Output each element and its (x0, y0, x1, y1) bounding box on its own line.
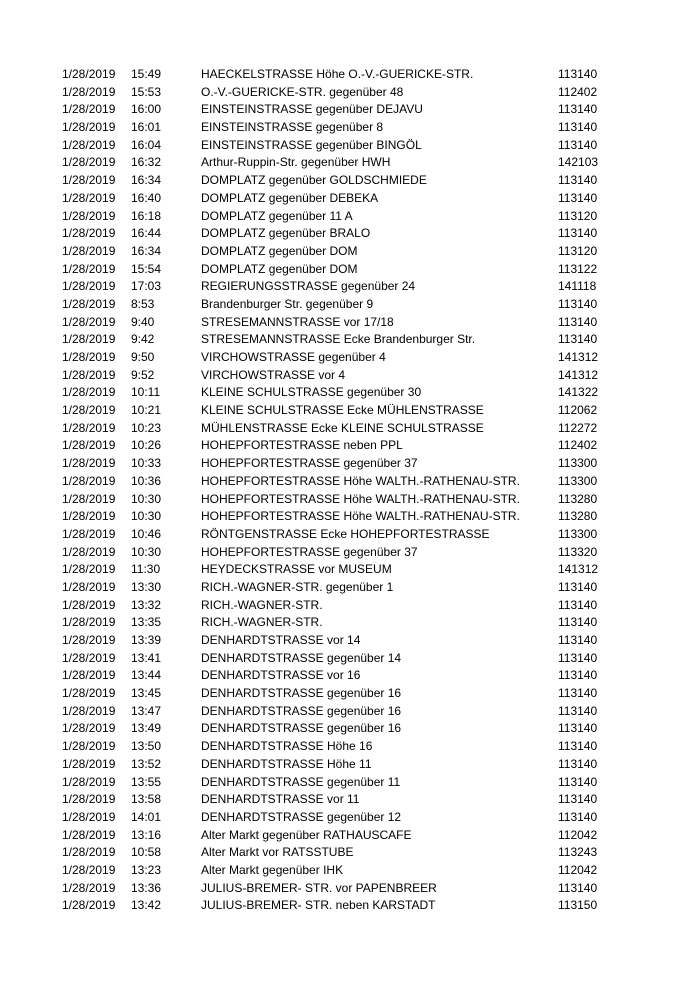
location-cell: VIRCHOWSTRASSE gegenüber 4 (201, 350, 386, 364)
date-cell: 1/28/2019 (62, 756, 116, 771)
location-cell: O.-V.-GUERICKE-STR. gegenüber 48 (201, 84, 404, 99)
table-row (0, 154, 700, 172)
table-row (0, 119, 700, 137)
table-row (0, 367, 700, 385)
date-cell: 1/28/2019 (62, 792, 116, 807)
table-row (0, 420, 700, 438)
date-cell: 1/28/2019 (62, 880, 116, 895)
code-cell: 113140 (558, 721, 598, 736)
table-row (0, 66, 700, 84)
location-cell: DENHARDTSTRASSE Höhe 16 (201, 739, 373, 754)
date-cell: 1/28/2019 (62, 226, 116, 241)
table-row (0, 261, 700, 279)
table-row (0, 809, 700, 827)
time-cell: 10:11 (131, 385, 161, 400)
time-cell: 13:55 (131, 774, 162, 789)
table-row (0, 597, 700, 615)
date-cell: 1/28/2019 (62, 686, 116, 701)
time-cell: 15:54 (131, 261, 162, 276)
date-cell: 1/28/2019 (62, 367, 116, 382)
date-cell: 1/28/2019 (62, 173, 116, 188)
location-cell: DOMPLATZ gegenüber BRALO (201, 226, 371, 241)
table-row (0, 491, 700, 509)
location-cell: DOMPLATZ gegenüber DOM (201, 243, 358, 258)
time-cell: 17:03 (131, 279, 162, 294)
date-cell: 1/28/2019 (62, 862, 116, 877)
code-cell: 112062 (558, 403, 598, 418)
date-cell: 1/28/2019 (62, 332, 116, 347)
time-cell: 13:39 (131, 633, 162, 647)
location-cell: HOHEPFORTESTRASSE neben PPL (201, 438, 403, 453)
table-row (0, 738, 700, 756)
table-row (0, 632, 700, 650)
code-cell: 113140 (558, 579, 598, 594)
time-cell: 13:52 (131, 756, 162, 771)
table-row (0, 243, 700, 261)
table-row (0, 862, 700, 880)
location-cell: DOMPLATZ gegenüber DOM (201, 261, 358, 276)
time-cell: 16:18 (131, 208, 162, 223)
date-cell: 1/28/2019 (62, 456, 116, 471)
date-cell: 1/28/2019 (62, 544, 116, 559)
location-cell: KLEINE SCHULSTRASSE gegenüber 30 (201, 385, 422, 400)
location-cell: DENHARDTSTRASSE vor 16 (201, 668, 361, 683)
code-cell: 113140 (558, 137, 598, 152)
location-cell: MÜHLENSTRASSE Ecke KLEINE SCHULSTRASSE (201, 420, 484, 435)
time-cell: 13:47 (131, 703, 162, 718)
time-cell: 16:00 (131, 102, 162, 117)
table-row (0, 331, 700, 349)
date-cell: 1/28/2019 (62, 84, 116, 99)
record-table (0, 66, 700, 915)
code-cell: 113140 (558, 650, 598, 665)
location-cell: RICH.-WAGNER-STR. gegenüber 1 (201, 579, 394, 594)
date-cell: 1/28/2019 (62, 208, 116, 223)
table-row (0, 756, 700, 774)
code-cell: 113300 (558, 526, 598, 541)
code-cell: 113140 (558, 686, 598, 701)
code-cell: 113243 (558, 845, 598, 860)
code-cell: 113140 (558, 792, 598, 807)
time-cell: 13:23 (131, 862, 162, 877)
time-cell: 16:34 (131, 243, 162, 258)
code-cell: 113140 (558, 332, 598, 347)
code-cell: 113320 (558, 544, 598, 559)
date-cell: 1/28/2019 (62, 597, 116, 612)
code-cell: 113280 (558, 509, 598, 524)
code-cell: 113140 (558, 615, 598, 630)
location-cell: Alter Markt vor RATSSTUBE (201, 845, 354, 860)
location-cell: DOMPLATZ gegenüber GOLDSCHMIEDE (201, 173, 427, 188)
time-cell: 10:36 (131, 473, 162, 488)
date-cell: 1/28/2019 (62, 350, 116, 364)
time-cell: 16:44 (131, 226, 162, 241)
table-row (0, 349, 700, 367)
time-cell: 9:52 (131, 367, 155, 382)
table-row (0, 667, 700, 685)
time-cell: 13:50 (131, 739, 162, 754)
table-row (0, 544, 700, 562)
time-cell: 10:23 (131, 420, 162, 435)
table-row (0, 473, 700, 491)
time-cell: 13:58 (131, 792, 162, 807)
table-row (0, 720, 700, 738)
time-cell: 14:01 (131, 809, 162, 824)
code-cell: 113150 (558, 898, 598, 913)
code-cell: 113140 (558, 809, 598, 824)
table-row (0, 526, 700, 544)
location-cell: REGIERUNGSSTRASSE gegenüber 24 (201, 279, 416, 294)
table-row (0, 208, 700, 226)
location-cell: EINSTEINSTRASSE gegenüber DEJAVU (201, 102, 423, 117)
table-row (0, 791, 700, 809)
date-cell: 1/28/2019 (62, 403, 116, 418)
date-cell: 1/28/2019 (62, 385, 116, 400)
time-cell: 10:46 (131, 526, 162, 541)
date-cell: 1/28/2019 (62, 615, 116, 630)
location-cell: Alter Markt gegenüber RATHAUSCAFE (201, 827, 412, 842)
code-cell: 112402 (558, 438, 598, 453)
table-row (0, 437, 700, 455)
location-cell: HOHEPFORTESTRASSE Höhe WALTH.-RATHENAU-STR. (201, 491, 520, 506)
time-cell: 13:42 (131, 898, 162, 913)
date-cell: 1/28/2019 (62, 668, 116, 683)
location-cell: DENHARDTSTRASSE gegenüber 16 (201, 721, 402, 736)
date-cell: 1/28/2019 (62, 633, 116, 647)
date-cell: 1/28/2019 (62, 155, 116, 170)
date-cell: 1/28/2019 (62, 721, 116, 736)
location-cell: HAECKELSTRASSE Höhe O.-V.-GUERICKE-STR. (201, 67, 474, 81)
location-cell: Arthur-Ruppin-Str. gegenüber HWH (201, 155, 391, 170)
time-cell: 16:32 (131, 155, 162, 170)
code-cell: 113122 (558, 261, 598, 276)
time-cell: 16:34 (131, 173, 162, 188)
date-cell: 1/28/2019 (62, 562, 116, 577)
table-row (0, 844, 700, 862)
table-row (0, 84, 700, 102)
date-cell: 1/28/2019 (62, 774, 116, 789)
date-cell: 1/28/2019 (62, 314, 116, 329)
date-cell: 1/28/2019 (62, 845, 116, 860)
table-row (0, 225, 700, 243)
date-cell: 1/28/2019 (62, 579, 116, 594)
date-cell: 1/28/2019 (62, 650, 116, 665)
location-cell: EINSTEINSTRASSE gegenüber BINGÖL (201, 137, 422, 152)
code-cell: 112042 (558, 827, 598, 842)
code-cell: 113140 (558, 226, 598, 241)
time-cell: 16:04 (131, 137, 162, 152)
table-row (0, 384, 700, 402)
time-cell: 9:40 (131, 314, 155, 329)
code-cell: 141322 (558, 385, 599, 400)
date-cell: 1/28/2019 (62, 809, 116, 824)
time-cell: 13:49 (131, 721, 162, 736)
location-cell: HEYDECKSTRASSE vor MUSEUM (201, 562, 392, 577)
location-cell: RICH.-WAGNER-STR. (201, 597, 323, 612)
code-cell: 113120 (558, 243, 598, 258)
location-cell: DENHARDTSTRASSE vor 14 (201, 633, 361, 647)
time-cell: 13:35 (131, 615, 162, 630)
code-cell: 113140 (558, 668, 598, 683)
time-cell: 8:53 (131, 296, 155, 311)
table-row (0, 172, 700, 190)
time-cell: 10:58 (131, 845, 162, 860)
code-cell: 113140 (558, 597, 598, 612)
code-cell: 113140 (558, 102, 598, 117)
location-cell: Alter Markt gegenüber IHK (201, 862, 344, 877)
location-cell: DENHARDTSTRASSE vor 11 (201, 792, 360, 807)
date-cell: 1/28/2019 (62, 137, 116, 152)
location-cell: DOMPLATZ gegenüber DEBEKA (201, 190, 379, 205)
time-cell: 10:21 (131, 403, 162, 418)
table-row (0, 101, 700, 119)
table-row (0, 314, 700, 332)
date-cell: 1/28/2019 (62, 296, 116, 311)
code-cell: 113140 (558, 190, 598, 205)
location-cell: DENHARDTSTRASSE gegenüber 16 (201, 703, 402, 718)
code-cell: 113140 (558, 173, 598, 188)
time-cell: 13:36 (131, 880, 162, 895)
table-row (0, 614, 700, 632)
time-cell: 13:32 (131, 597, 162, 612)
code-cell: 113140 (558, 774, 598, 789)
code-cell: 113140 (558, 314, 598, 329)
code-cell: 113140 (558, 880, 598, 895)
table-row (0, 296, 700, 314)
time-cell: 13:16 (131, 827, 162, 842)
time-cell: 13:30 (131, 579, 162, 594)
location-cell: KLEINE SCHULSTRASSE Ecke MÜHLENSTRASSE (201, 403, 484, 418)
location-cell: STRESEMANNSTRASSE Ecke Brandenburger Str. (201, 332, 476, 347)
code-cell: 141312 (558, 367, 599, 382)
table-row (0, 685, 700, 703)
code-cell: 113300 (558, 473, 598, 488)
location-cell: STRESEMANNSTRASSE vor 17/18 (201, 314, 394, 329)
code-cell: 113120 (558, 208, 598, 223)
time-cell: 13:41 (131, 650, 162, 665)
location-cell: HOHEPFORTESTRASSE gegenüber 37 (201, 456, 418, 471)
date-cell: 1/28/2019 (62, 491, 116, 506)
date-cell: 1/28/2019 (62, 898, 116, 913)
code-cell: 113300 (558, 456, 598, 471)
location-cell: DENHARDTSTRASSE gegenüber 16 (201, 686, 402, 701)
code-cell: 112272 (558, 420, 598, 435)
code-cell: 113140 (558, 756, 598, 771)
code-cell: 112042 (558, 862, 598, 877)
time-cell: 11:30 (131, 562, 161, 577)
time-cell: 10:30 (131, 491, 162, 506)
location-cell: RÖNTGENSTRASSE Ecke HOHEPFORTESTRASSE (201, 526, 490, 541)
date-cell: 1/28/2019 (62, 102, 116, 117)
code-cell: 113280 (558, 491, 598, 506)
code-cell: 113140 (558, 633, 598, 647)
date-cell: 1/28/2019 (62, 438, 116, 453)
date-cell: 1/28/2019 (62, 120, 116, 135)
time-cell: 13:44 (131, 668, 162, 683)
table-row (0, 827, 700, 845)
date-cell: 1/28/2019 (62, 243, 116, 258)
time-cell: 16:40 (131, 190, 162, 205)
table-row (0, 455, 700, 473)
location-cell: EINSTEINSTRASSE gegenüber 8 (201, 120, 384, 135)
table-row (0, 897, 700, 915)
time-cell: 10:30 (131, 544, 162, 559)
time-cell: 13:45 (131, 686, 162, 701)
table-row (0, 402, 700, 420)
location-cell: DENHARDTSTRASSE Höhe 11 (201, 756, 372, 771)
location-cell: Brandenburger Str. gegenüber 9 (201, 296, 374, 311)
location-cell: JULIUS-BREMER- STR. neben KARSTADT (201, 898, 436, 913)
table-row (0, 774, 700, 792)
date-cell: 1/28/2019 (62, 703, 116, 718)
code-cell: 113140 (558, 703, 598, 718)
date-cell: 1/28/2019 (62, 420, 116, 435)
code-cell: 141118 (558, 279, 597, 294)
table-row (0, 278, 700, 296)
time-cell: 9:50 (131, 350, 155, 364)
table-row (0, 579, 700, 597)
time-cell: 10:30 (131, 509, 162, 524)
table-row (0, 561, 700, 579)
location-cell: JULIUS-BREMER- STR. vor PAPENBREER (201, 880, 437, 895)
location-cell: RICH.-WAGNER-STR. (201, 615, 323, 630)
table-row (0, 703, 700, 721)
date-cell: 1/28/2019 (62, 261, 116, 276)
time-cell: 10:26 (131, 438, 162, 453)
date-cell: 1/28/2019 (62, 739, 116, 754)
location-cell: HOHEPFORTESTRASSE Höhe WALTH.-RATHENAU-STR. (201, 509, 520, 524)
table-row (0, 880, 700, 898)
location-cell: HOHEPFORTESTRASSE Höhe WALTH.-RATHENAU-STR. (201, 473, 520, 488)
date-cell: 1/28/2019 (62, 509, 116, 524)
date-cell: 1/28/2019 (62, 67, 116, 81)
code-cell: 113140 (558, 120, 598, 135)
time-cell: 9:42 (131, 332, 155, 347)
date-cell: 1/28/2019 (62, 279, 116, 294)
location-cell: HOHEPFORTESTRASSE gegenüber 37 (201, 544, 418, 559)
location-cell: DENHARDTSTRASSE gegenüber 14 (201, 650, 402, 665)
time-cell: 15:49 (131, 67, 162, 81)
time-cell: 16:01 (131, 120, 162, 135)
code-cell: 113140 (558, 739, 598, 754)
location-cell: DENHARDTSTRASSE gegenüber 11 (201, 774, 401, 789)
table-row (0, 508, 700, 526)
date-cell: 1/28/2019 (62, 190, 116, 205)
date-cell: 1/28/2019 (62, 526, 116, 541)
table-row (0, 137, 700, 155)
code-cell: 142103 (558, 155, 599, 170)
location-cell: VIRCHOWSTRASSE vor 4 (201, 367, 346, 382)
date-cell: 1/28/2019 (62, 473, 116, 488)
location-cell: DOMPLATZ gegenüber 11 A (201, 208, 353, 223)
date-cell: 1/28/2019 (62, 827, 116, 842)
table-row (0, 190, 700, 208)
code-cell: 113140 (558, 67, 598, 81)
code-cell: 113140 (558, 296, 598, 311)
code-cell: 112402 (558, 84, 598, 99)
code-cell: 141312 (558, 350, 599, 364)
time-cell: 10:33 (131, 456, 162, 471)
code-cell: 141312 (558, 562, 599, 577)
location-cell: DENHARDTSTRASSE gegenüber 12 (201, 809, 402, 824)
time-cell: 15:53 (131, 84, 162, 99)
table-row (0, 650, 700, 668)
